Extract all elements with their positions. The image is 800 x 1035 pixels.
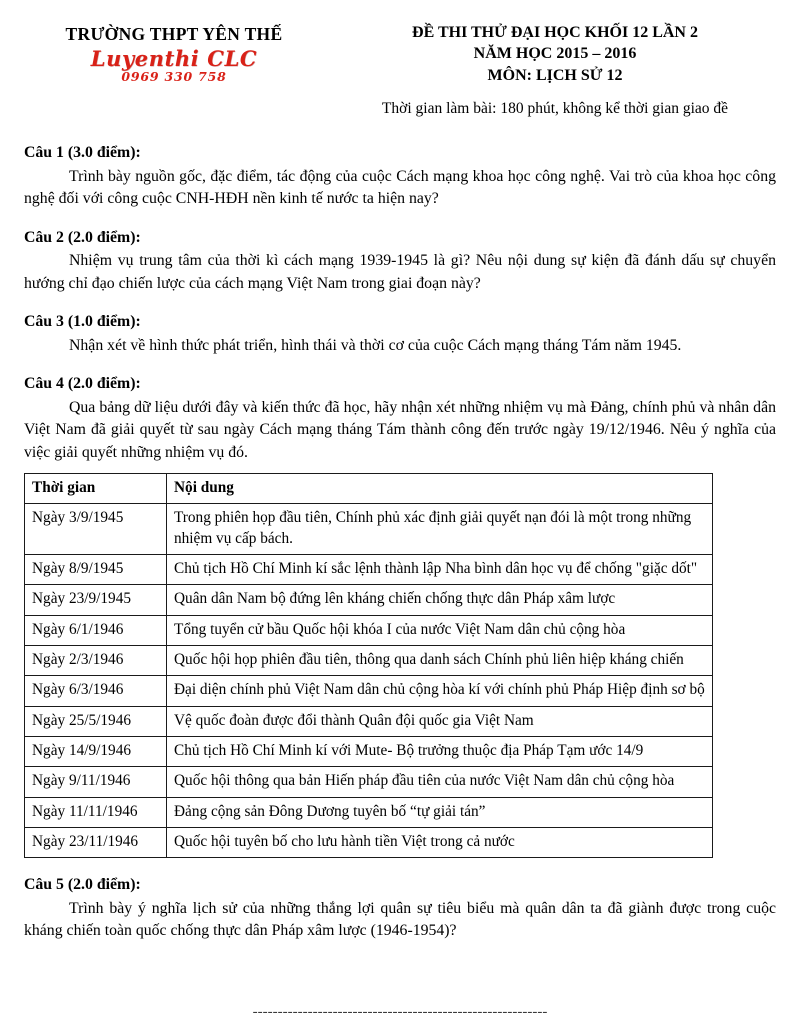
table-cell-time: Ngày 14/9/1946 — [25, 737, 167, 767]
table-row — [25, 504, 713, 555]
table-row — [25, 615, 713, 645]
header-school-block — [24, 22, 324, 84]
question-1-label: Câu 1 (3.0 điểm): — [24, 144, 141, 162]
table-row — [25, 767, 713, 797]
logo-phone-number: 0969 330 758 — [121, 68, 227, 84]
table-cell-content: Quốc hội họp phiên đầu tiên, thông qua danh sách Chính phủ liên hiệp kháng chiến — [167, 646, 713, 676]
table-header-content: Nội dung — [167, 473, 713, 503]
timeline-table — [24, 473, 713, 858]
luyenthi-clc-logo: Luyenthi CLC — [90, 45, 258, 71]
table-cell-time: Ngày 11/11/1946 — [25, 797, 167, 827]
question-2-label: Câu 2 (2.0 điểm): — [24, 228, 141, 246]
exam-content — [0, 143, 800, 942]
table-cell-content: Vệ quốc đoàn được đổi thành Quân đội quốc gia Việt Nam — [167, 706, 713, 736]
exam-title-line-3: MÔN: LỊCH SỬ 12 — [487, 66, 623, 84]
table-cell-content: Chủ tịch Hồ Chí Minh kí sắc lệnh thành lập Nha bình dân học vụ để chống "giặc dốt" — [167, 554, 713, 584]
table-cell-content: Đại diện chính phủ Việt Nam dân chủ cộng hòa kí với chính phủ Pháp Hiệp định sơ bộ — [167, 676, 713, 706]
table-cell-content: Đảng cộng sản Đông Dương tuyên bố “tự giải tán” — [167, 797, 713, 827]
school-name: TRƯỜNG THPT YÊN THẾ — [65, 24, 283, 44]
table-cell-time: Ngày 6/1/1946 — [25, 615, 167, 645]
table-row — [25, 646, 713, 676]
question-2-body: Nhiệm vụ trung tâm của thời kì cách mạng 1939-1945 là gì? Nêu nội dung sự kiện đã đánh dấu sự chuyển hướng chỉ đạo chiến lược của cách mạng Việt Nam trong giai đoạn này? — [24, 252, 776, 292]
exam-duration: Thời gian làm bài: 180 phút, không kể thời gian giao đề — [381, 100, 729, 118]
table-header-row — [25, 473, 713, 503]
table-row — [25, 585, 713, 615]
table-cell-content: Trong phiên họp đầu tiên, Chính phủ xác định giải quyết nạn đói là một trong những nhiệm vụ cấp bách. — [167, 504, 713, 555]
question-5-body: Trình bày ý nghĩa lịch sử của những thắng lợi quân sự tiêu biểu mà quân dân ta đã giành được trong cuộc kháng chiến toàn quốc chống thực dân Pháp xâm lược (1946-1954)? — [24, 899, 776, 940]
table-row — [25, 676, 713, 706]
table-cell-content: Quốc hội tuyên bố cho lưu hành tiền Việt trong cả nước — [167, 828, 713, 858]
table-cell-time: Ngày 25/5/1946 — [25, 706, 167, 736]
table-row — [25, 797, 713, 827]
question-4-body: Qua bảng dữ liệu dưới đây và kiến thức đã học, hãy nhận xét những nhiệm vụ mà Đảng, chính phủ và nhân dân Việt Nam đã giải quyết từ sau ngày Cách mạng tháng Tám thành công đến trước ngày 19/12/1946. Nêu ý nghĩa của việc giải quyết những nhiệm vụ đó. — [24, 398, 776, 461]
table-cell-content: Quân dân Nam bộ đứng lên kháng chiến chống thực dân Pháp xâm lược — [167, 585, 713, 615]
table-cell-time: Ngày 3/9/1945 — [25, 504, 167, 555]
question-5-label: Câu 5 (2.0 điểm): — [24, 876, 141, 894]
table-cell-time: Ngày 2/3/1946 — [25, 646, 167, 676]
question-3-body: Nhận xét về hình thức phát triển, hình thái và thời cơ của cuộc Cách mạng tháng Tám năm 1945. — [69, 336, 682, 354]
header-exam-block — [324, 22, 776, 119]
exam-title-line-1: ĐỀ THI THỬ ĐẠI HỌC KHỐI 12 LẦN 2 — [412, 24, 698, 41]
table-cell-content: Tổng tuyển cử bầu Quốc hội khóa I của nước Việt Nam dân chủ cộng hòa — [167, 615, 713, 645]
question-3-label: Câu 3 (1.0 điểm): — [24, 313, 141, 331]
table-row — [25, 737, 713, 767]
exam-title-line-2: NĂM HỌC 2015 – 2016 — [473, 45, 637, 63]
table-cell-content: Chủ tịch Hồ Chí Minh kí với Mute- Bộ trưởng thuộc địa Pháp Tạm ước 14/9 — [167, 737, 713, 767]
table-cell-content: Quốc hội thông qua bản Hiến pháp đầu tiên của nước Việt Nam dân chủ cộng hòa — [167, 767, 713, 797]
table-header-time: Thời gian — [25, 473, 167, 503]
table-cell-time: Ngày 23/9/1945 — [25, 585, 167, 615]
question-4-label: Câu 4 (2.0 điểm): — [24, 375, 141, 393]
footer-separator: ----------------------------------------------------------- — [252, 1004, 548, 1020]
table-cell-time: Ngày 8/9/1945 — [25, 554, 167, 584]
table-cell-time: Ngày 6/3/1946 — [25, 676, 167, 706]
table-row — [25, 554, 713, 584]
page-header — [0, 0, 800, 119]
question-1-body: Trình bày nguồn gốc, đặc điểm, tác động của cuộc Cách mạng khoa học công nghệ. Vai trò của khoa học công nghệ đối với công cuộc CNH-HĐH nền kinh tế nước ta hiện nay? — [24, 167, 776, 208]
table-row — [25, 828, 713, 858]
table-row — [25, 706, 713, 736]
table-cell-time: Ngày 9/11/1946 — [25, 767, 167, 797]
table-cell-time: Ngày 23/11/1946 — [25, 828, 167, 858]
